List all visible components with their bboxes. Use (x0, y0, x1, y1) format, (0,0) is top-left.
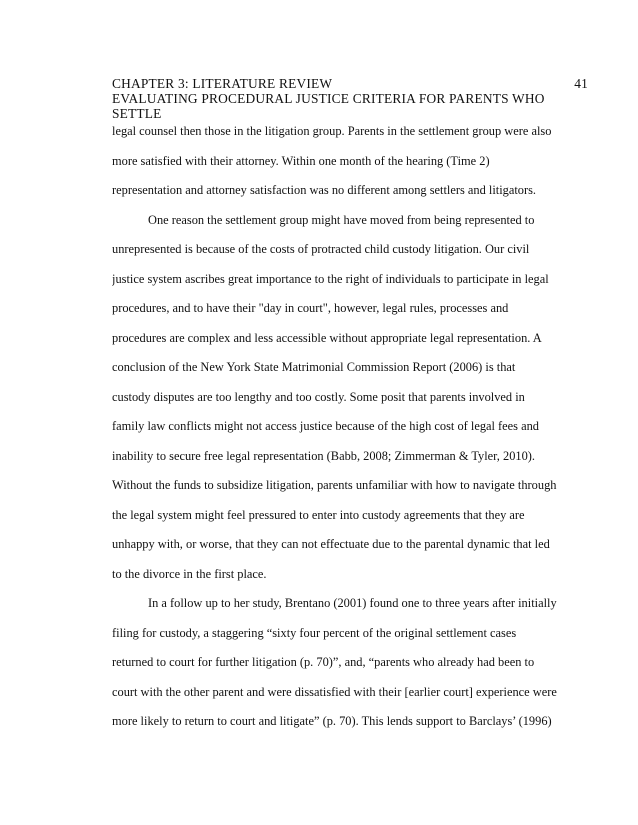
text-line: more satisfied with their attorney. Within one month of the hearing (Time 2) (112, 153, 490, 168)
text-line: to the divorce in the first place. (112, 566, 267, 581)
chapter-title: CHAPTER 3: LITERATURE REVIEW (112, 76, 333, 91)
body-text (112, 117, 588, 737)
text-line: Without the funds to subsidize litigation, parents unfamiliar with how to navigate through (112, 478, 557, 492)
text-line: unhappy with, or worse, that they can not effectuate due to the parental dynamic that led (112, 537, 550, 551)
text-line: justice system ascribes great importance to the right of individuals to participate in legal (112, 271, 549, 286)
text-line: the legal system might feel pressured to enter into custody agreements that they are (112, 507, 525, 522)
page-number: 41 (574, 76, 588, 91)
text-line: representation and attorney satisfaction was no different among settlers and litigators. (112, 183, 537, 197)
header-row (112, 76, 588, 91)
text-line: court with the other parent and were dissatisfied with their [earlier court] experience were (112, 684, 557, 699)
text-line: In a follow up to her study, Brentano (2001) found one to three years after initially (148, 596, 557, 610)
text-line: conclusion of the New York State Matrimonial Commission Report (2006) is that (112, 360, 516, 374)
text-line: custody disputes are too lengthy and too costly. Some posit that parents involved in (112, 389, 525, 404)
running-title: EVALUATING PROCEDURAL JUSTICE CRITERIA FOR PARENTS WHO SETTLE (112, 91, 545, 121)
text-line: filing for custody, a staggering “sixty four percent of the original settlement cases (112, 625, 517, 640)
text-line: unrepresented is because of the costs of protracted child custody litigation. Our civil (112, 242, 530, 256)
text-line: procedures, and to have their "day in court", however, legal rules, processes and (112, 301, 509, 315)
text-line: inability to secure free legal representation (Babb, 2008; Zimmerman & Tyler, 2010). (112, 448, 535, 463)
text-line: family law conflicts might not access justice because of the high cost of legal fees and (112, 419, 539, 433)
text-line: procedures are complex and less accessible without appropriate legal representation. A (112, 330, 542, 345)
running-header (112, 76, 588, 121)
text-line: legal counsel then those in the litigation group. Parents in the settlement group were also (112, 124, 552, 138)
text-line: returned to court for further litigation (p. 70)”, and, “parents who already had been to (112, 655, 535, 669)
text-line: One reason the settlement group might have moved from being represented to (148, 212, 535, 227)
text-line: more likely to return to court and litigate” (p. 70). This lends support to Barclays’ (1996) (112, 714, 552, 728)
